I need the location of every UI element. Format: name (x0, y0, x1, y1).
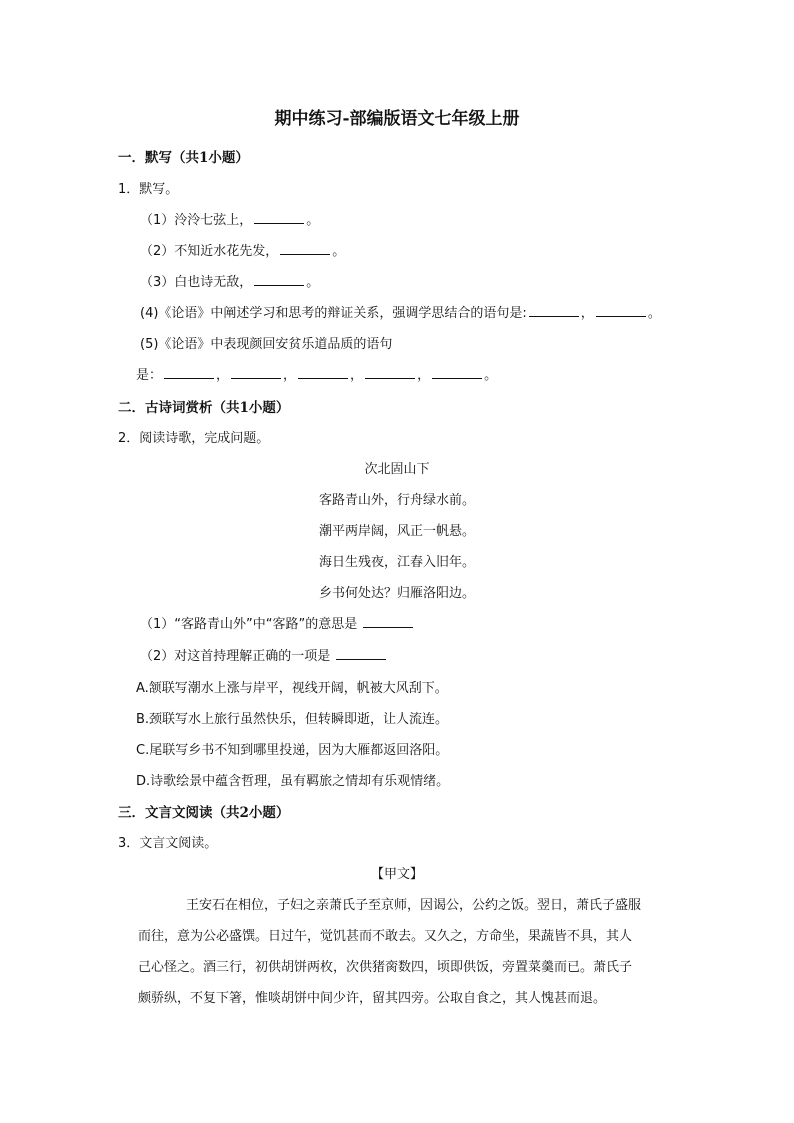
option-b[interactable]: B.颈联写水上旅行虽然快乐，但转瞬即逝，让人流连。 (136, 712, 449, 727)
question-1-item-4 (140, 302, 661, 321)
item-text: （1）泠泠七弦上， (140, 213, 253, 228)
answer-blank[interactable] (254, 273, 304, 286)
item-text: 是： (136, 368, 163, 383)
passage-line: 己心怪之。酒三行，初供胡饼两枚，次供猪脔数四，顷即供饭，旁置菜羹而已。萧氏子 (138, 960, 633, 975)
option-d[interactable]: D.诗歌绘景中蕴含哲理，虽有羁旅之情却有乐观情绪。 (136, 774, 450, 789)
punct: ， (417, 368, 431, 383)
passage-line: 颇骄纵，不复下箸，惟啖胡饼中间少许，留其四旁。公取自食之，其人愧甚而退。 (138, 991, 607, 1006)
answer-blank[interactable] (298, 366, 348, 379)
section-heading-2: 二．古诗词赏析（共1小题） (118, 400, 290, 416)
answer-blank[interactable] (280, 242, 330, 255)
question-1-item-5-blanks (136, 364, 497, 383)
punct: ， (350, 368, 364, 383)
poem-title: 次北固山下 (364, 462, 430, 477)
punct: 。 (332, 244, 346, 259)
punct: ， (580, 306, 594, 321)
answer-blank[interactable] (432, 366, 482, 379)
punct: ， (216, 368, 230, 383)
section-heading-1: 一．默写（共1小题） (118, 150, 249, 166)
question-1-item-1 (140, 209, 319, 228)
item-text: （2）不知近水花先发， (140, 244, 279, 259)
option-a[interactable]: A.颔联写潮水上涨与岸平，视线开阔，帆被大风刮下。 (136, 681, 448, 696)
punct: 。 (306, 213, 320, 228)
poem-line: 海日生残夜，江春入旧年。 (318, 555, 475, 570)
answer-blank[interactable] (363, 615, 413, 628)
item-text: （1）“客路青山外”中“客路”的意思是 (140, 617, 358, 632)
page-title: 期中练习-部编版语文七年级上册 (274, 109, 520, 129)
poem-line: 乡书何处达？归雁洛阳边。 (318, 586, 475, 601)
answer-blank[interactable] (529, 304, 579, 317)
answer-blank[interactable] (336, 647, 386, 660)
section-heading-3: 三．文言文阅读（共2小题） (118, 805, 290, 821)
passage-line: 王安石在相位，子妇之亲萧氏子至京师，因谒公，公约之饭。翌日，萧氏子盛服 (186, 898, 642, 913)
question-2-sub-1 (140, 613, 415, 632)
question-2-sub-2 (140, 645, 388, 664)
item-text: (4)《论语》中阐述学习和思考的辩证关系，强调学思结合的语句是: (140, 306, 527, 321)
punct: ， (283, 368, 297, 383)
question-1-item-5: (5)《论语》中表现颜回安贫乐道品质的语句 (140, 337, 393, 352)
answer-blank[interactable] (254, 211, 304, 224)
question-3-stem: 3．文言文阅读。 (118, 836, 218, 851)
poem-line: 客路青山外，行舟绿水前。 (318, 493, 475, 508)
item-text: （3）白也诗无敌， (140, 275, 253, 290)
punct: 。 (484, 368, 498, 383)
passage-line: 而往，意为公必盛馔。日过午，觉饥甚而不敢去。又久之，方命坐，果蔬皆不具，其人 (138, 929, 633, 944)
answer-blank[interactable] (596, 304, 646, 317)
punct: 。 (306, 275, 320, 290)
item-text: （2）对这首持理解正确的一项是 (140, 649, 331, 664)
answer-blank[interactable] (231, 366, 281, 379)
punct: 。 (647, 306, 661, 321)
poem-line: 潮平两岸阔，风正一帆悬。 (318, 524, 475, 539)
answer-blank[interactable] (365, 366, 415, 379)
answer-blank[interactable] (164, 366, 214, 379)
question-1-item-3 (140, 271, 319, 290)
passage-title: 【甲文】 (370, 867, 423, 882)
question-2-stem: 2．阅读诗歌，完成问题。 (118, 431, 270, 446)
option-c[interactable]: C.尾联写乡书不知到哪里投递，因为大雁都返回洛阳。 (136, 743, 449, 758)
question-1-stem: 1．默写。 (118, 182, 179, 197)
question-1-item-2 (140, 240, 345, 259)
